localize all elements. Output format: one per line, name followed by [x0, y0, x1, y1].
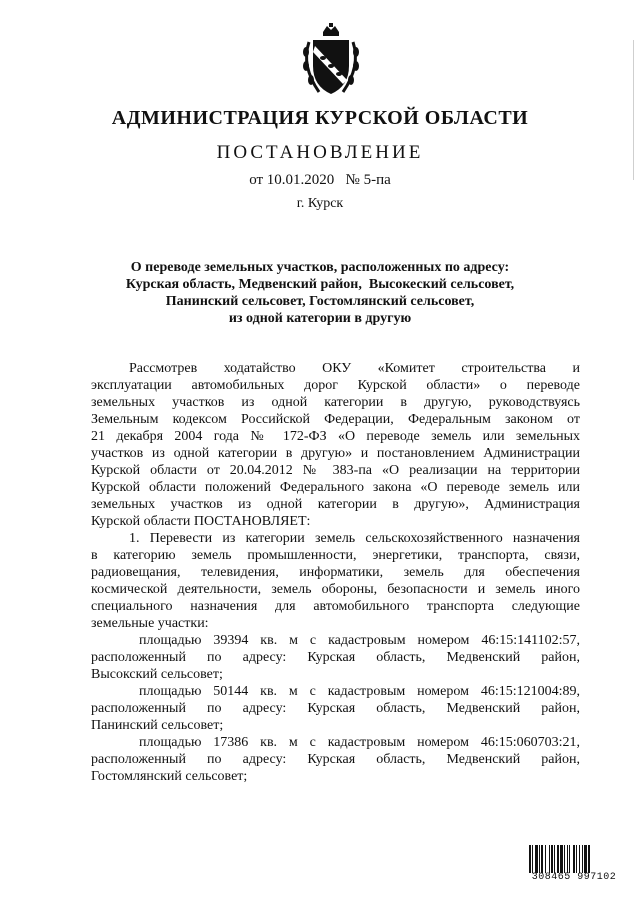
- body-line: 21 декабря 2004 года № 172-ФЗ «О переводе земель или земельных: [91, 429, 580, 444]
- body-line: участков из одной категории в другую» и постановлением Администрации: [91, 446, 580, 461]
- city-name: г. Курск: [296, 196, 344, 211]
- barcode-bars: [528, 845, 620, 873]
- barcode: [528, 845, 620, 881]
- barcode-bar: [564, 845, 565, 873]
- organization-name: АДМИНИСТРАЦИЯ КУРСКОЙ ОБЛАСТИ: [111, 107, 529, 129]
- barcode-bar: [588, 845, 590, 873]
- barcode-bar: [584, 845, 587, 873]
- barcode-bar: [554, 845, 555, 873]
- title-line: Курская область, Медвенский район, Высокеский сельсовет,: [125, 277, 515, 292]
- document-title: [0, 259, 640, 327]
- scan-artifact-line: [633, 40, 634, 180]
- body-line: эксплуатации автомобильных дорог Курской области» о переводе: [91, 378, 580, 393]
- title-line: Панинский сельсовет, Гостомлянский сельсовет,: [165, 294, 475, 309]
- body-line: Гостомлянский сельсовет;: [91, 769, 248, 784]
- barcode-bar: [551, 845, 553, 873]
- body-line: земельных участков из одной категории в другую», Администрация: [91, 497, 580, 512]
- barcode-bar: [529, 845, 531, 873]
- body-line: земельных участков из одной категории в другую, руководствуясь: [91, 395, 580, 410]
- document-body: [91, 360, 580, 785]
- barcode-bar: [560, 845, 563, 873]
- barcode-bar: [532, 845, 533, 873]
- title-line: О переводе земельных участков, расположенных по адресу:: [130, 260, 510, 275]
- body-line: космической деятельности, земель обороны, безопасности и земель иного: [91, 582, 580, 597]
- body-line: Рассмотрев ходатайство ОКУ «Комитет строительства и: [129, 361, 580, 376]
- barcode-bar: [569, 845, 570, 873]
- body-line: площадью 50144 кв. м с кадастровым номером 46:15:121004:89,: [139, 684, 580, 699]
- barcode-bar: [539, 845, 540, 873]
- body-line: Курской области ПОСТАНОВЛЯЕТ:: [91, 514, 311, 529]
- body-line: Земельным кодексом Российской Федерации, Федеральным законом от: [91, 412, 580, 427]
- body-line: Панинский сельсовет;: [91, 718, 224, 733]
- body-line: Курской области от 20.04.2012 № 383-па «О реализации на территории: [91, 463, 580, 478]
- barcode-bar: [573, 845, 575, 873]
- body-line: расположенный по адресу: Курская область, Медвенский район,: [91, 650, 580, 665]
- document-type: ПОСТАНОВЛЕНИЕ: [216, 142, 424, 163]
- document-date-number: от 10.01.2020 № 5-па: [249, 172, 391, 188]
- barcode-bar: [541, 845, 543, 873]
- body-line: площадью 39394 кв. м с кадастровым номером 46:15:141102:57,: [139, 633, 580, 648]
- body-line: Курской области положений Федерального закона «О переводе земель или: [91, 480, 580, 495]
- body-line: в категорию земель промышленности, энергетики, транспорта, связи,: [91, 548, 580, 563]
- barcode-bar: [557, 845, 559, 873]
- body-line: специального назначения для автомобильного транспорта следующие: [91, 599, 580, 614]
- barcode-digits: 308465 997102: [531, 872, 617, 883]
- barcode-bar: [549, 845, 550, 873]
- barcode-bar: [535, 845, 538, 873]
- barcode-bar: [576, 845, 577, 873]
- barcode-bar: [567, 845, 568, 873]
- coat-of-arms-emblem: [299, 22, 363, 98]
- barcode-bar: [545, 845, 546, 873]
- title-line: из одной категории в другую: [228, 311, 412, 326]
- body-line: земельные участки:: [91, 616, 209, 631]
- body-line: 1. Перевести из категории земель сельскохозяйственного назначения: [129, 531, 580, 546]
- body-line: площадью 17386 кв. м с кадастровым номером 46:15:060703:21,: [139, 735, 580, 750]
- body-line: радиовещания, телевидения, информатики, земель для обеспечения: [91, 565, 580, 580]
- body-line: Высокский сельсовет;: [91, 667, 223, 682]
- barcode-bar: [582, 845, 583, 873]
- barcode-bar: [579, 845, 580, 873]
- body-line: расположенный по адресу: Курская область, Медвенский район,: [91, 701, 580, 716]
- body-line: расположенный по адресу: Курская область, Медвенский район,: [91, 752, 580, 767]
